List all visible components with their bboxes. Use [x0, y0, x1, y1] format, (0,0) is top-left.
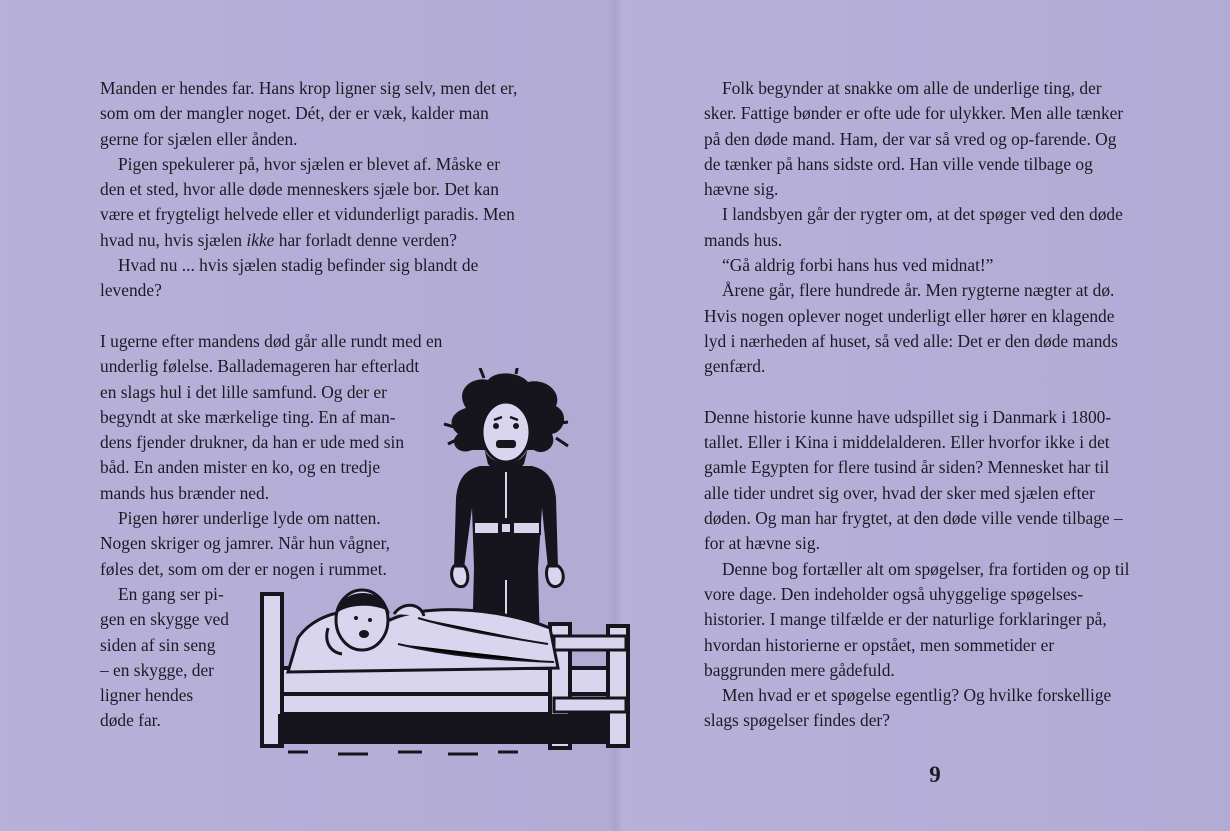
- emphasis: ikke: [246, 229, 275, 250]
- text-line: mands hus brænder ned.: [100, 482, 270, 503]
- text-run: har forladt denne verden?: [278, 229, 457, 250]
- page-number: 9: [929, 762, 941, 787]
- text-line: en slags hul i det lille samfund. Og der er: [100, 381, 387, 402]
- paragraph: Folk begynder at snakke om alle de underlige ting, der sker. Fattige bønder er ofte ude for ulykker. Men alle tænker på den døde mand. Ham, der var så vred og op-farende. Og de tænker på hans sidste ord. Han ville vende tilbage og hævne sig.: [704, 78, 1124, 200]
- text-line: båd. En anden mister en ko, og en tredje: [100, 457, 381, 478]
- text-line: dens fjender drukner, da han er ude med sin: [100, 432, 405, 453]
- paragraph: Manden er hendes far. Hans krop ligner sig selv, men det er, som om der mangler noget. Dét, der er væk, kalder man gerne for sjælen eller ånden.: [100, 78, 518, 149]
- paragraph: Hvad nu ... hvis sjælen stadig befinder sig blandt de levende?: [100, 255, 479, 301]
- text-line: føles det, som om der er nogen i rummet.: [100, 558, 387, 579]
- text-line: I ugerne efter mandens død går alle rundt med en: [100, 330, 443, 351]
- right-page-text: [704, 76, 1136, 734]
- text-line: døde far.: [100, 710, 161, 731]
- paragraph: I landsbyen går der rygter om, at det spøger ved den døde mands hus.: [704, 204, 1123, 250]
- text-line: Pigen hører underlige lyde om natten.: [118, 508, 381, 529]
- paragraph: “Gå aldrig forbi hans hus ved midnat!”: [722, 255, 994, 276]
- ghost-father-by-bed-illustration: [258, 368, 638, 760]
- paragraph: Årene går, flere hundrede år. Men rygterne nægter at dø. Hvis nogen oplever noget underligt eller hører en klagende lyd i nærheden af huset, så ved alle: Det er den døde mands genfærd.: [704, 280, 1118, 377]
- text-line: gen en skygge ved: [100, 609, 229, 630]
- paragraph: Denne bog fortæller alt om spøgelser, fra fortiden og op til vore dage. Den indeholder også uhyggelige spøgelses-historier. I mange tilfælde er der naturlige forklaringer på, hvordan historierne er opstået, men sommetider er baggrunden mere gådefuld.: [704, 558, 1130, 680]
- text-line: Nogen skriger og jamrer. Når hun vågner,: [100, 533, 391, 554]
- text-line: En gang ser pi-: [118, 583, 224, 604]
- section-gap: [100, 304, 525, 329]
- section-gap: [704, 380, 1136, 405]
- text-line: begyndt at ske mærkelige ting. En af man-: [100, 406, 396, 427]
- text-run: Pigen spekulerer på, hvor sjælen er blevet af. Måske er den et sted, hvor alle døde menneskers sjæle bor. Det kan være et frygteligt helvede eller et vidunderligt paradis. Men hvad nu, hvis sjælen: [100, 153, 515, 250]
- text-line: siden af sin seng: [100, 634, 216, 655]
- paragraph: Denne historie kunne have udspillet sig i Danmark i 1800-tallet. Eller i Kina i middelalderen. Eller hvorfor ikke i det gamle Egypten for flere tusind år siden? Mennesket har til alle tider undret sig over, hvad der sker med sjælen efter døden. Og man har frygtet, at den døde ville vende tilbage – for at hævne sig.: [704, 406, 1123, 554]
- text-line: underlig følelse. Ballademageren har efterladt: [100, 356, 420, 377]
- paragraph: Men hvad er et spøgelse egentlig? Og hvilke forskellige slags spøgelser findes der?: [704, 685, 1112, 731]
- paragraph: [100, 152, 525, 253]
- text-line: – en skygge, der: [100, 659, 214, 680]
- text-line: ligner hendes: [100, 685, 194, 706]
